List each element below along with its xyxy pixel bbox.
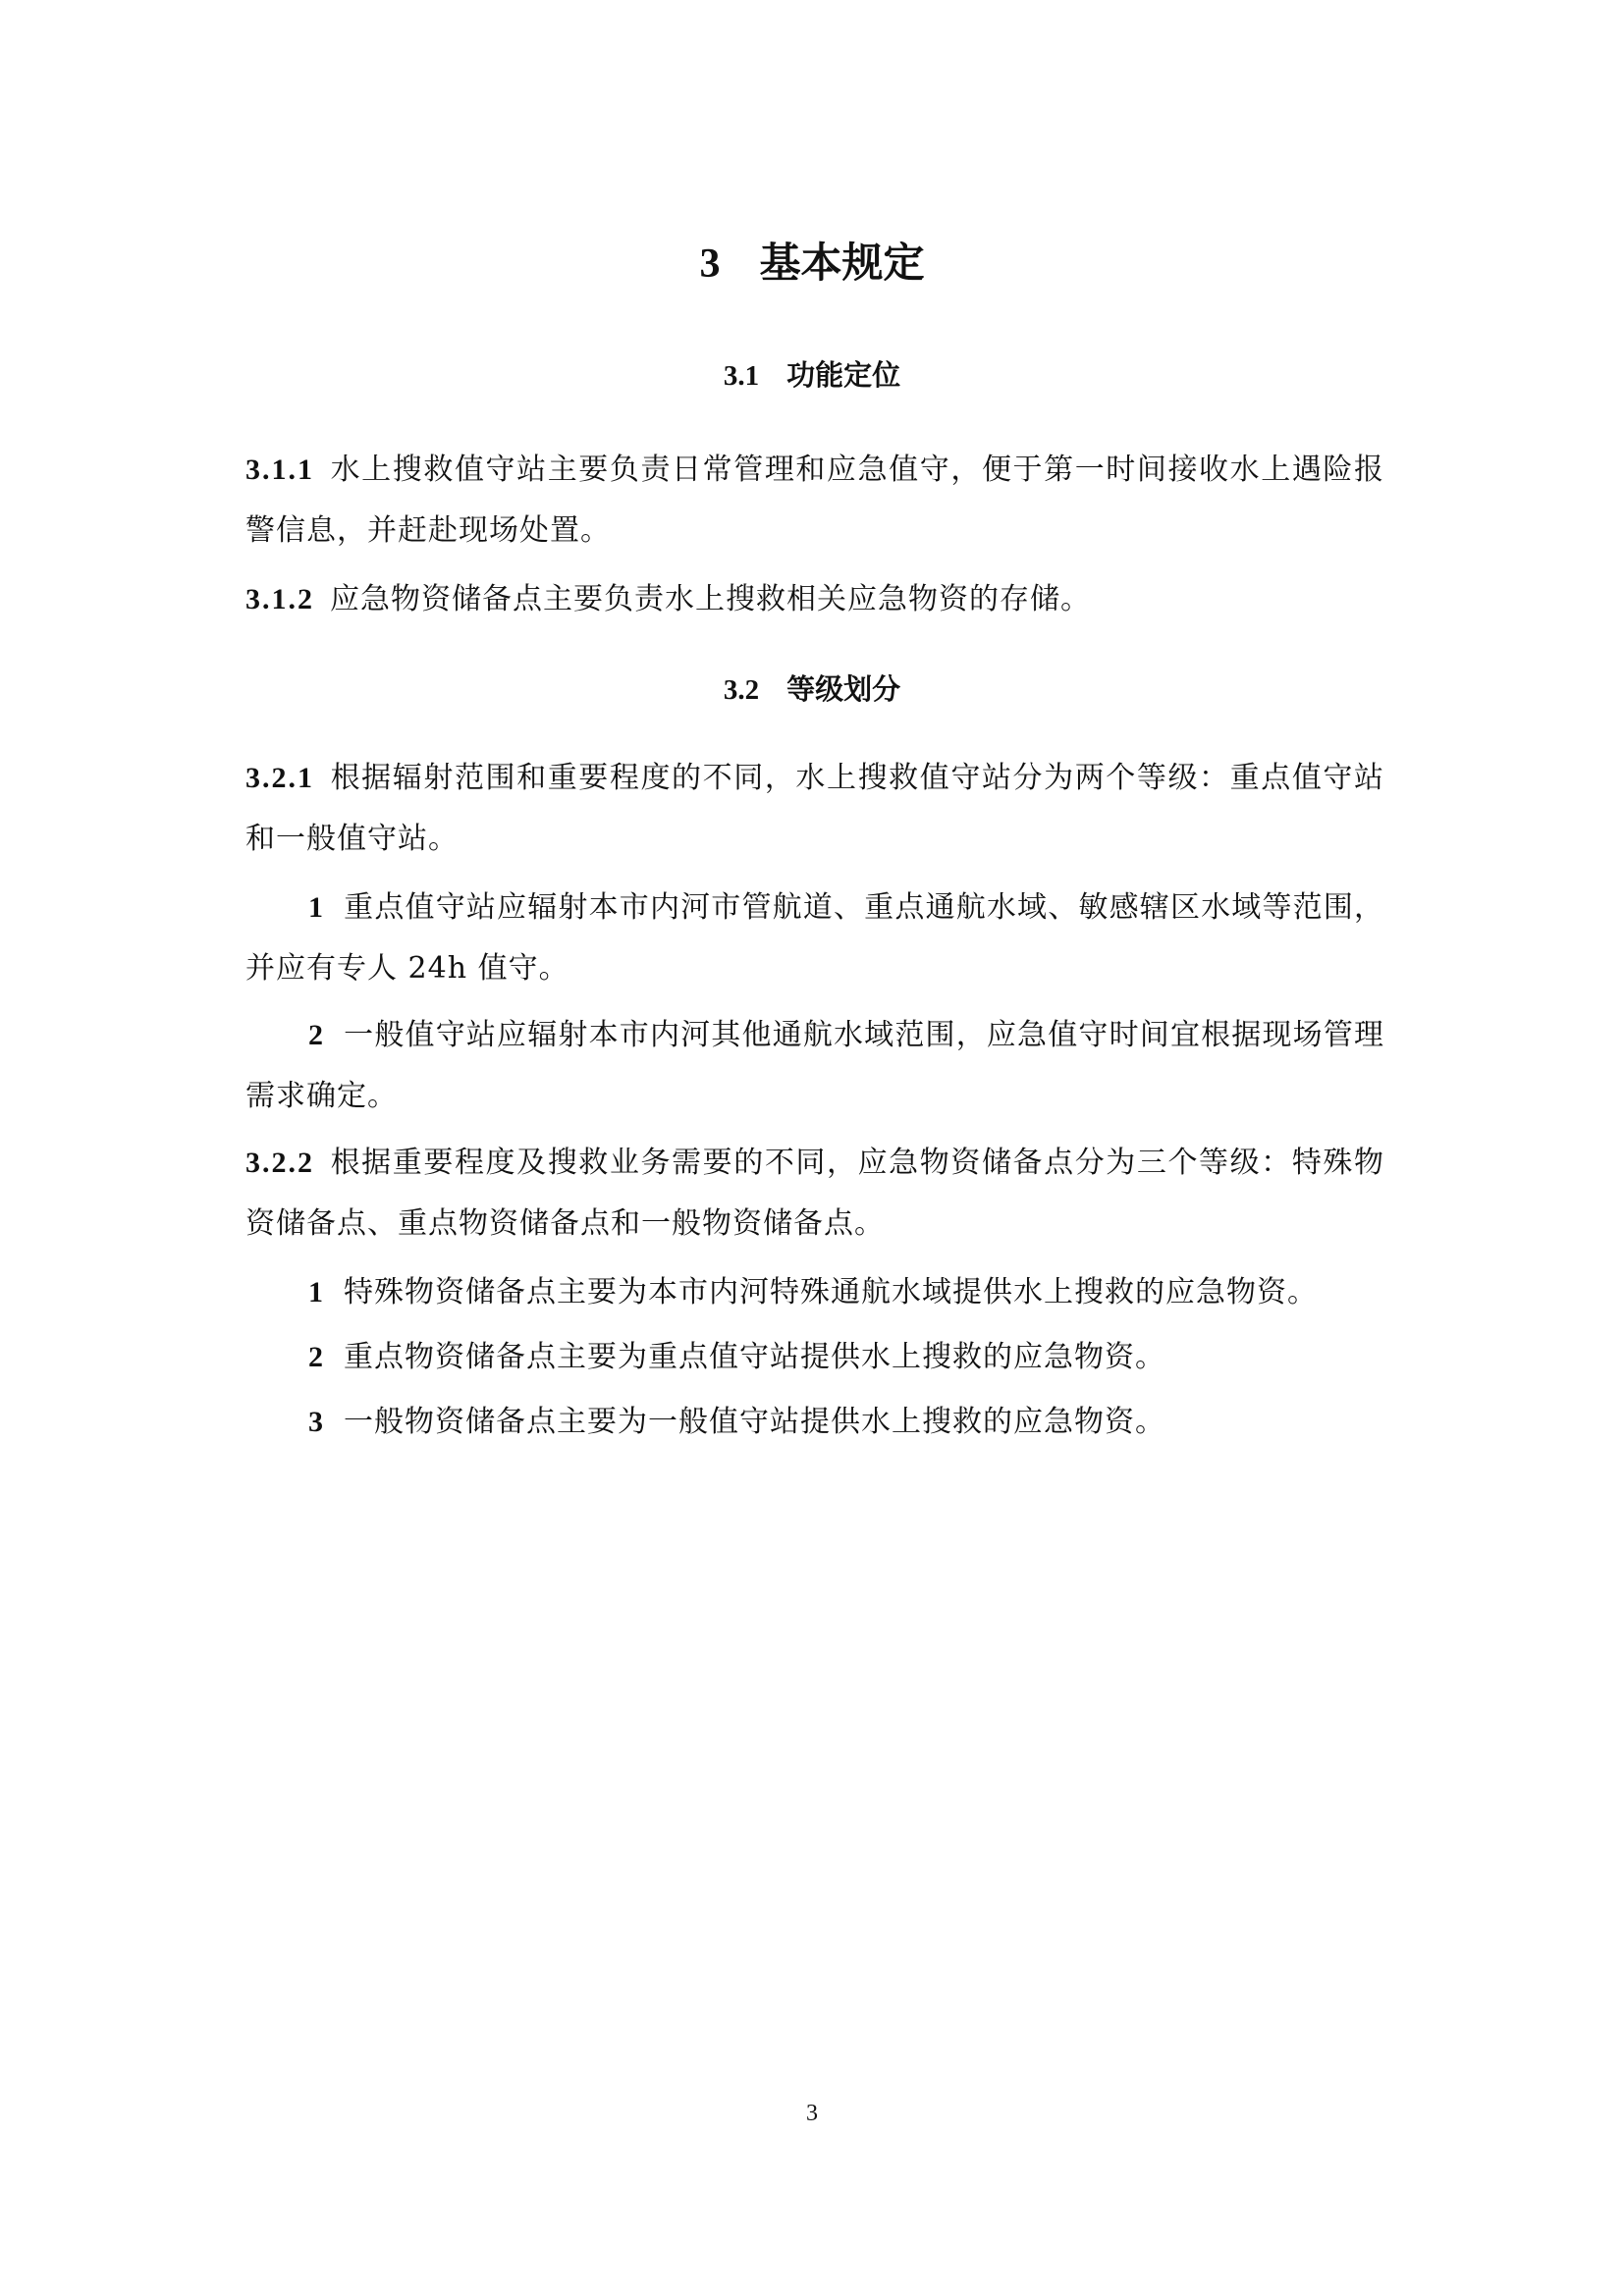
item-text: 重点物资储备点主要为重点值守站提供水上搜救的应急物资。 bbox=[344, 1340, 1165, 1374]
item-number: 1 bbox=[308, 1276, 324, 1308]
list-item bbox=[245, 1262, 1384, 1323]
item-number: 3 bbox=[308, 1406, 324, 1438]
clause-number: 3.1.2 bbox=[245, 583, 314, 615]
clause-number: 3.2.1 bbox=[245, 762, 314, 794]
clause-number: 3.1.1 bbox=[245, 454, 314, 486]
clause-text: 根据重要程度及搜救业务需要的不同，应急物资储备点分为三个等级：特殊物资储备点、重点物资储备点和一般物资储备点。 bbox=[245, 1146, 1384, 1241]
list-item bbox=[245, 1005, 1384, 1127]
item-text: 一般物资储备点主要为一般值守站提供水上搜救的应急物资。 bbox=[344, 1405, 1165, 1439]
item-number: 1 bbox=[308, 891, 324, 924]
item-number: 2 bbox=[308, 1019, 324, 1051]
clause-text: 水上搜救值守站主要负责日常管理和应急值守，便于第一时间接收水上遇险报警信息，并赶赴现场处置。 bbox=[245, 453, 1384, 548]
list-item bbox=[245, 1327, 1384, 1388]
section-number: 3.1 bbox=[723, 360, 760, 392]
item-number: 2 bbox=[308, 1341, 324, 1373]
chapter-title bbox=[0, 234, 1624, 294]
section-title-3-1 bbox=[0, 353, 1624, 398]
section-title-3-2 bbox=[0, 667, 1624, 712]
clause-3-1-1 bbox=[245, 440, 1384, 561]
clause-text: 根据辐射范围和重要程度的不同，水上搜救值守站分为两个等级：重点值守站和一般值守站。 bbox=[245, 761, 1384, 856]
clause-number: 3.2.2 bbox=[245, 1147, 314, 1179]
clause-3-2-1 bbox=[245, 748, 1384, 870]
section-title-text: 功能定位 bbox=[786, 358, 901, 392]
chapter-title-text: 基本规定 bbox=[759, 239, 925, 287]
item-text: 一般值守站应辐射本市内河其他通航水域范围，应急值守时间宜根据现场管理需求确定。 bbox=[245, 1018, 1384, 1113]
section-title-text: 等级划分 bbox=[786, 672, 901, 706]
item-text: 特殊物资储备点主要为本市内河特殊通航水域提供水上搜救的应急物资。 bbox=[344, 1275, 1318, 1309]
section-number: 3.2 bbox=[723, 674, 760, 706]
clause-3-1-2 bbox=[245, 569, 1384, 630]
item-text: 重点值守站应辐射本市内河市管航道、重点通航水域、敏感辖区水域等范围，并应有专人 24h 值守。 bbox=[245, 890, 1384, 986]
list-item bbox=[245, 1392, 1384, 1453]
list-item bbox=[245, 878, 1384, 999]
page-number: 3 bbox=[806, 2101, 818, 2126]
clause-3-2-2 bbox=[245, 1133, 1384, 1255]
chapter-number: 3 bbox=[699, 241, 721, 287]
clause-text: 应急物资储备点主要负责水上搜救相关应急物资的存储。 bbox=[330, 582, 1091, 616]
